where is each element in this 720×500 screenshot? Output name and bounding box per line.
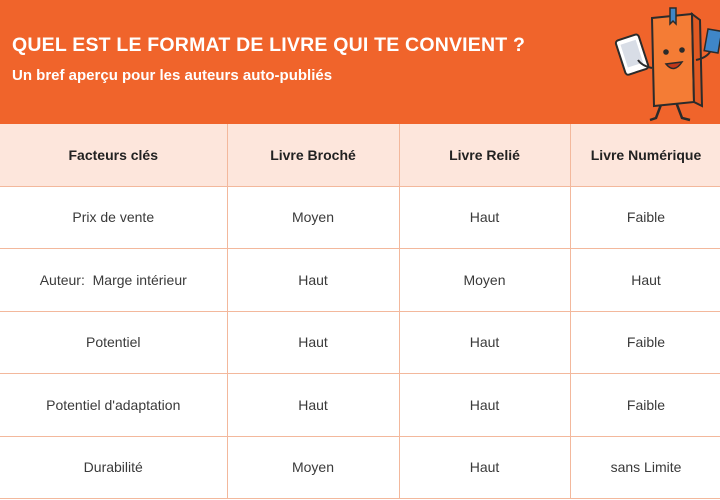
header-banner [0,0,720,124]
table-cell: sans Limite [570,436,720,499]
table-cell: Haut [399,311,570,374]
table-row [0,311,720,374]
table-row [0,436,720,499]
column-header-ebook: Livre Numérique [570,124,720,186]
row-label: Auteur: Marge intérieur [0,249,227,312]
book-mascot-icon [612,2,720,122]
table-cell: Faible [570,311,720,374]
table-row [0,374,720,437]
table-cell: Haut [399,374,570,437]
table-cell: Haut [399,436,570,499]
table-cell: Faible [570,374,720,437]
column-header-factors: Facteurs clés [0,124,227,186]
table-row [0,186,720,249]
table-cell: Haut [227,311,399,374]
column-header-paperback: Livre Broché [227,124,399,186]
column-header-hardcover: Livre Relié [399,124,570,186]
row-label: Prix de vente [0,186,227,249]
table-cell: Moyen [227,186,399,249]
table-cell: Haut [399,186,570,249]
table-row [0,249,720,312]
row-label: Durabilité [0,436,227,499]
table-cell: Haut [227,374,399,437]
row-label: Potentiel [0,311,227,374]
page-title: QUEL EST LE FORMAT DE LIVRE QUI TE CONVIENT ? [12,34,526,56]
table-header-row [0,124,720,186]
table-cell: Haut [570,249,720,312]
row-label: Potentiel d'adaptation [0,374,227,437]
book-format-comparison-table [0,124,720,499]
page-subtitle: Un bref aperçu pour les auteurs auto-publiés [12,67,333,84]
table-cell: Haut [227,249,399,312]
table-cell: Moyen [399,249,570,312]
table-cell: Faible [570,186,720,249]
table-cell: Moyen [227,436,399,499]
